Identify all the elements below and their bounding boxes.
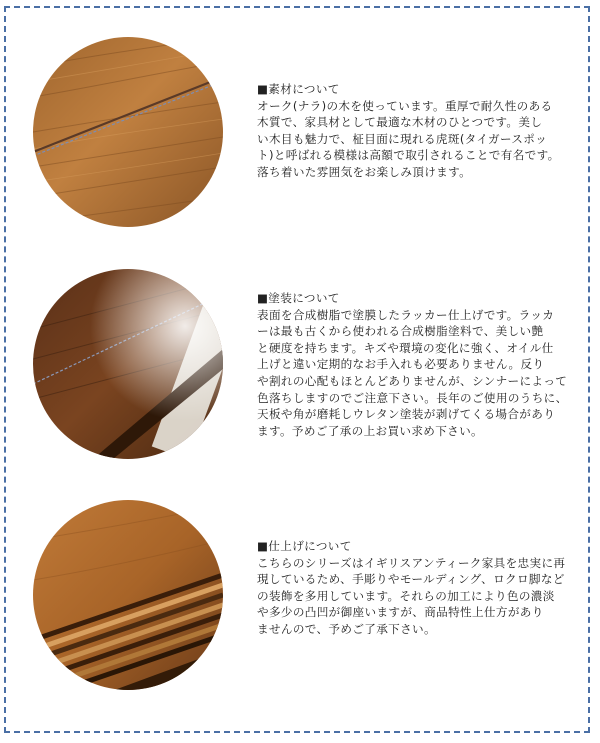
carved-molding-image [33,500,223,690]
section-line: 天板や角が磨耗しウレタン塗装が剥げてくる場合があり [257,407,556,422]
section-line: 落ち着いた雰囲気をお楽しみ頂けます。 [257,164,472,179]
section-line: と硬度を持ちます。キズや環境の変化に強く、オイル仕 [257,340,554,355]
section-heading: ■仕上げについて [257,539,352,553]
section-line: こちらのシリーズはイギリスアンティーク家具を忠実に再 [257,555,566,570]
section-line: 上げと違い定期的なお手入れも必要ありません。反り [257,357,545,372]
section-coating [257,290,589,439]
section-line: 色落ちしますのでご注意下さい。長年のご使用のうちに、 [257,390,568,405]
section-line: 木質で、家具材として最適な木材のひとつです。美し [257,115,543,130]
section-line: 表面を合成樹脂で塗膜したラッカー仕上げです。ラッカ [257,307,555,322]
section-line: や多少の凸凹が御座いますが、商品特性上仕方があり [257,605,544,620]
lacquer-tabletop-image [33,269,223,459]
oak-wood-grain-image [33,37,223,227]
section-line: オーク(ナラ)の木を使っています。重厚で耐久性のある [257,98,553,113]
section-line: い木目も魅力で、柾目面に現れる虎斑(タイガースポッ [257,131,548,146]
section-heading: ■素材について [257,82,340,96]
section-line: ませんので、予めご了承下さい。 [257,621,436,636]
section-finish [257,538,589,638]
section-line: の装飾を多用しています。それらの加工により色の濃淡 [257,588,555,603]
section-line: ます。予めご了承の上お買い求め下さい。 [257,423,484,438]
section-line: ト)と呼ばれる模様は高額で取引されることで有名です。 [257,148,560,163]
section-heading: ■塗装について [257,291,340,305]
section-material [257,81,589,181]
section-line: 現しているため、手彫りやモールディング、ロクロ脚など [257,572,565,587]
section-line: ーは最も古くから使われる合成樹脂塗料で、美しい艶 [257,324,544,339]
section-line: や割れの心配もほとんどありませんが、シンナーによって [257,373,568,388]
